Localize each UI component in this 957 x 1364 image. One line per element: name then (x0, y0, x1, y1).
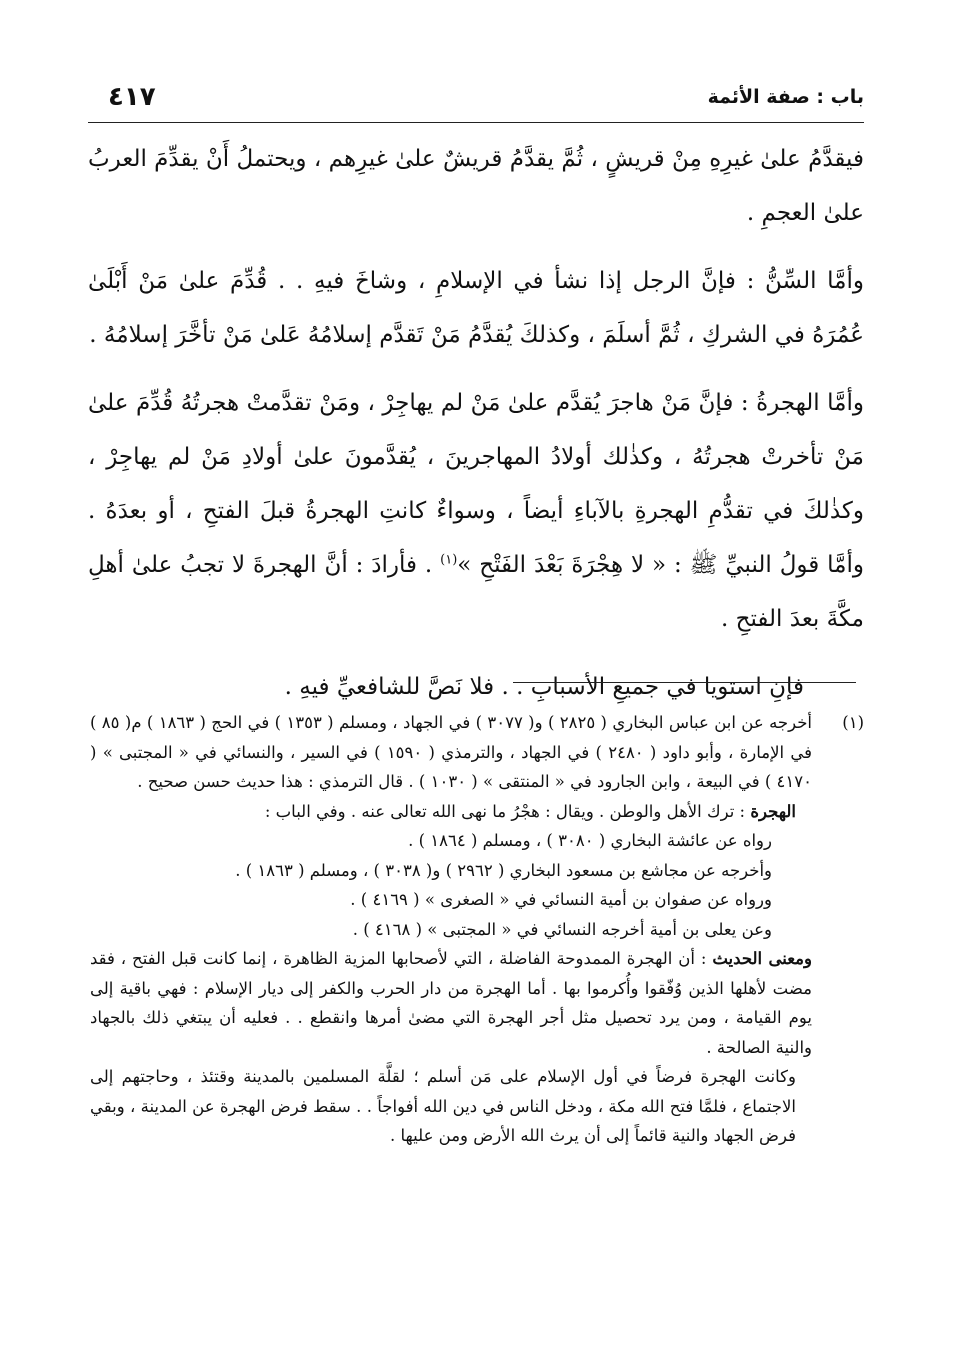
footnote-line-1: رواه عن عائشة البخاري ( ٣٠٨٠ ) ، ومسلم ( ١٨٦٤ ) . (408, 831, 772, 850)
meaning-term: ومعنى الحديث (712, 949, 812, 968)
footnote-body (90, 708, 812, 1151)
running-title: باب : صفة الأئمة (707, 86, 864, 108)
page-number: ٤١٧ (108, 82, 156, 112)
paragraph-3-text-b: . فأرادَ : أنَّ الهجرةَ لا تجبُ علىٰ أهلِ مكَّةَ بعدَ الفتحِ . (88, 552, 864, 632)
footnote-reference[interactable]: (١) (440, 552, 458, 568)
footnote-1 (90, 708, 864, 1151)
paragraph-4: فإنِ استويا في جميعِ الأسبابِ . . فلا نَصَّ للشافعيِّ فيهِ . (284, 674, 804, 700)
paragraph-2: وأمَّا السِّنُّ : فإنَّ الرجل إذا نشأ في الإسلامِ ، وشاخَ فيهِ . . قُدِّمَ علىٰ مَنْ أَبْلَىٰ عُمُرَهُ في الشركِ ، ثُمَّ أسلَمَ ، وكذلكَ يُقدَّمُ مَنْ تَقدَّم إسلامُهُ عَلىٰ مَنْ تأخَّرَ إسلامُهُ . (88, 268, 864, 348)
footnote-line-3: ورواه عن صفوان بن أمية النسائي في « الصغرى » ( ٤١٦٩ ) . (350, 890, 772, 909)
paragraph-3-text-a: وأمَّا الهجرةُ : فإنَّ مَنْ هاجرَ يُقدَّم علىٰ مَنْ لم يهاجِرْ ، ومَنْ تقدَّمتْ هجرتُهُ قُدِّمَ علىٰ مَنْ تأخرتْ هجرتُهُ ، وكذٰلك أولادُ المهاجرينَ ، يُقدَّمونَ علىٰ أولادِ مَنْ لم يهاجِرْ ، وكذٰلكَ في تقدُّمِ الهجرةِ بالآباءِ أيضاً ، وسواءٌ كانتِ الهجرةُ قبلَ الفتحِ ، أو بعدَهُ . وأمَّا قولُ النبيِّ ﷺ : « لا هِجْرَةَ بَعْدَ الفَتْحِ » (88, 390, 864, 578)
footnote-last-paragraph: وكانت الهجرة فرضاً في أول الإسلام على مَن أسلم ؛ لقلَّة المسلمين بالمدينة وقتئذ ، وحاجتهم إلى الاجتماع ، فلمَّا فتح الله مكة ، ودخل الناس في دين الله أفواجاً . . سقط فرض الهجرة عن المدينة ، وبقي فرض الجهاد والنية قائماً إلى أن يرث الله الأرض ومن عليها . (90, 1067, 796, 1145)
main-text (88, 132, 864, 714)
paragraph-1: فيقدَّمُ علىٰ غيرِهِ مِنْ قريشٍ ، ثُمَّ يقدَّمُ قريشٌ علىٰ غيرِهم ، ويحتملُ أَنْ يقدِّمَ العربُ علىٰ العجمِ . (88, 146, 864, 226)
footnote-line-4: وعن يعلى بن أمية أخرجه النسائي في « المجتبى » ( ٤١٦٨ ) . (352, 919, 772, 939)
meaning-text: : أن الهجرة الممدوحة الفاضلة ، التي لأصحابها المزية الظاهرة ، إنما كانت قبل الفتح ، فقد مضت لأهلها الذين وُفّقوا وأُكرموا بها . أما الهجرة من دار الحرب والكفر إلى ديار الإسلام : فهي باقية إلى يوم القيامة ، ومن يرد تحصيل مثل أجر الهجرة التي مضىٰ أمرها وانقطع . . فعليه أن يبتغي ذلك بالجهاد والنية الصالحة . (90, 949, 812, 1057)
footnote-citation: أخرجه عن ابن عباس البخاري ( ٢٨٢٥ ) و( ٣٠٧٧ ) في الجهاد ، ومسلم ( ١٣٥٣ ) في الحج ( ١٨٦٣ ) م( ٨٥ ) في الإمارة ، وأبو داود ( ٢٤٨٠ ) في الجهاد ، والترمذي ( ١٥٩٠ ) في السير ، والنسائي في « المجتبى » ( ٤١٧٠ ) في البيعة ، وابن الجارود في « المنتقى » ( ١٠٣٠ ) . قال الترمذي : هذا حديث حسن صحيح . (90, 713, 812, 791)
footnotes (90, 708, 864, 1151)
hijra-definition-text: : ترك الأهل والوطن . ويقال : هجْرُ ما نهى الله تعالى عنه . وفي الباب : (264, 801, 751, 821)
footnote-line-2: وأخرجه عن مجاشع بن مسعود البخاري ( ٢٩٦٢ ) و( ٣٠٣٨ ) ، ومسلم ( ١٨٦٣ ) . (235, 860, 772, 880)
footnote-separator (513, 682, 856, 683)
footnote-marker: (١) (842, 713, 864, 732)
page-header (88, 82, 864, 123)
hijra-term: الهجرة (750, 801, 796, 821)
footnote-hijra-definition (90, 797, 812, 827)
footnote-meaning (90, 944, 812, 1062)
paragraph-3 (88, 376, 864, 646)
